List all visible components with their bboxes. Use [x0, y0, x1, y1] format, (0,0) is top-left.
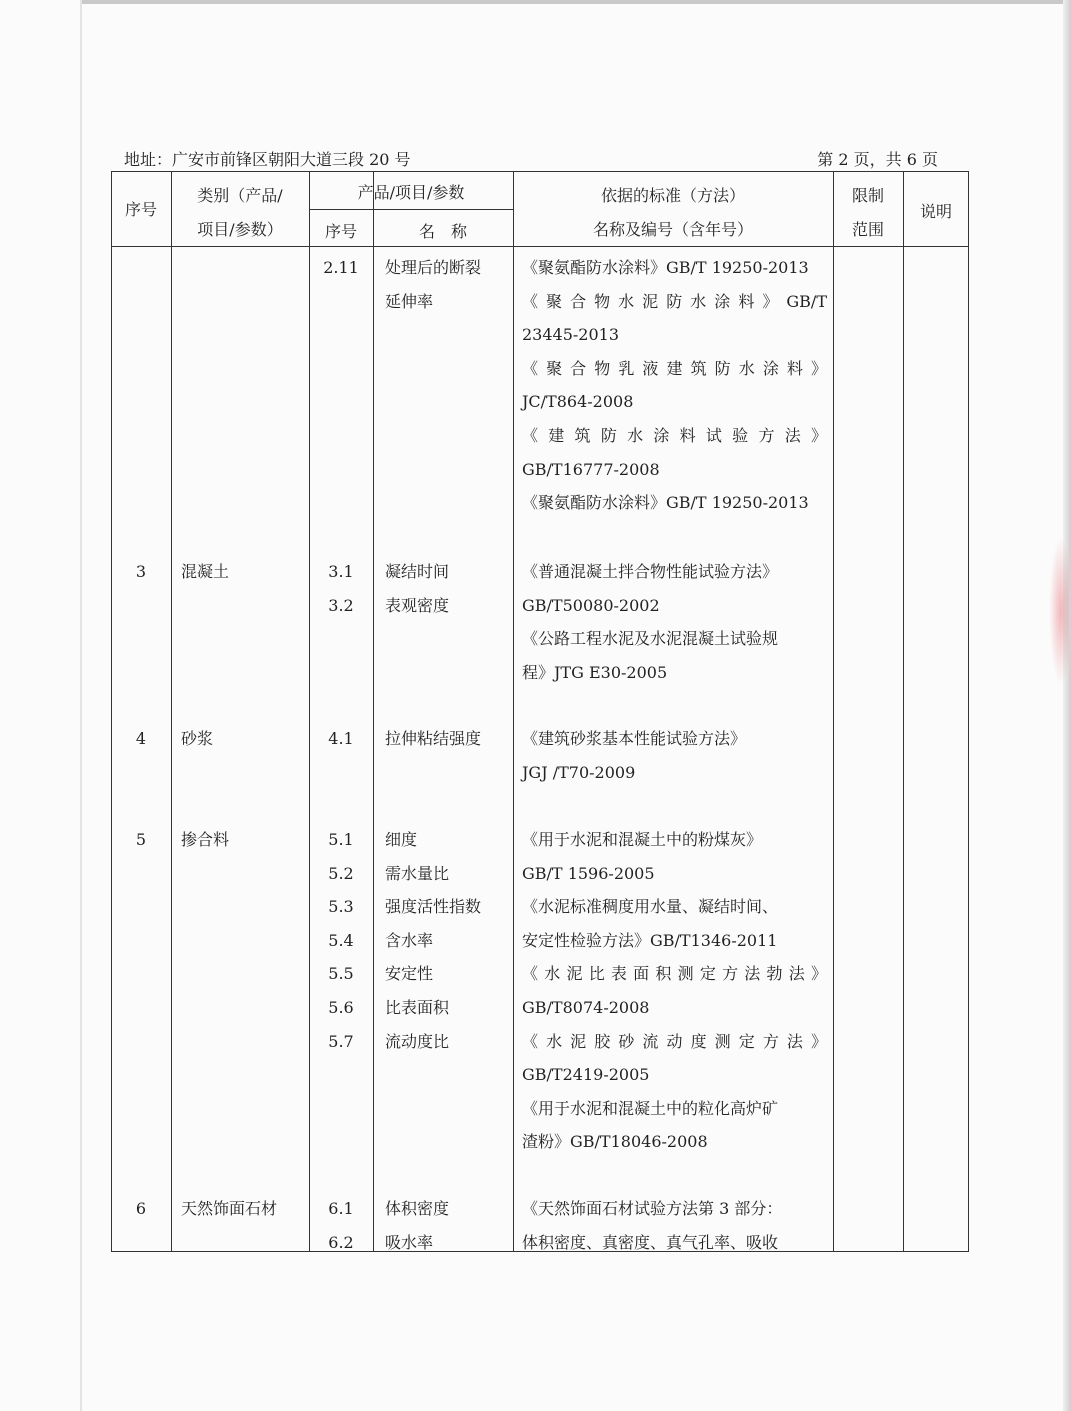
- standard-line: 23445-2013: [522, 325, 620, 345]
- col-divider: [833, 171, 834, 1252]
- header-bottom-rule: [111, 246, 969, 247]
- header-standard-2: 名称及编号（含年号）: [592, 220, 753, 239]
- address-text: 地址：广安市前锋区朝阳大道三段 20 号: [124, 150, 411, 169]
- row-category: 天然饰面石材: [181, 1199, 278, 1218]
- item-number: 5.4: [328, 930, 354, 950]
- standard-line: GB/T50080-2002: [522, 595, 660, 615]
- row-seq: 6: [135, 1199, 147, 1218]
- header-item-group: 产品/项目/参数: [357, 183, 465, 202]
- item-name: 吸水率: [385, 1232, 434, 1252]
- standard-line: 《聚氨酯防水涂料》GB/T 19250-2013: [522, 493, 809, 513]
- header-limit-2: 范围: [851, 220, 884, 239]
- item-name: 细度: [385, 830, 418, 849]
- row-seq: 3: [135, 562, 147, 581]
- header-limit-1: 限制: [851, 186, 884, 205]
- col-divider: [309, 171, 310, 1252]
- header-category-1: 类别（产品/: [197, 186, 283, 205]
- item-number: 5.1: [328, 830, 354, 849]
- standard-line: 《用于水泥和混凝土中的粒化高炉矿: [522, 1098, 779, 1118]
- standard-line: 《建筑砂浆基本性能试验方法》: [522, 729, 747, 748]
- item-number: 6.1: [328, 1199, 354, 1218]
- item-number: 3.2: [328, 595, 354, 615]
- standard-line: 《聚氨酯防水涂料》GB/T 19250-2013: [522, 258, 809, 277]
- standard-line: GB/T16777-2008: [522, 459, 660, 479]
- col-divider: [513, 171, 514, 1252]
- item-name: 比表面积: [385, 997, 450, 1017]
- item-name: 延伸率: [385, 291, 434, 311]
- item-name: 含水率: [385, 930, 434, 950]
- item-name: 流动度比: [385, 1031, 450, 1051]
- standard-line: JC/T864-2008: [522, 392, 634, 412]
- item-number: 2.11: [323, 258, 359, 277]
- header-subdivider: [309, 209, 513, 210]
- col-divider: [171, 171, 172, 1252]
- standard-line: 《天然饰面石材试验方法第 3 部分：: [522, 1199, 783, 1218]
- standard-line: 《水泥比表面积测定方法勃法》: [522, 964, 827, 984]
- header-item-seq: 序号: [324, 222, 357, 241]
- standard-line: 《公路工程水泥及水泥混凝土试验规: [522, 629, 779, 649]
- scan-right-edge: [1063, 0, 1071, 1411]
- item-name: 体积密度: [385, 1199, 450, 1218]
- standard-line: GB/T8074-2008: [522, 997, 650, 1017]
- item-name: 强度活性指数: [385, 897, 482, 917]
- standard-line: 渣粉》GB/T18046-2008: [522, 1132, 708, 1152]
- header-seq: 序号: [124, 200, 157, 219]
- standard-line: 《水泥胶砂流动度测定方法》: [522, 1031, 827, 1051]
- standard-line: GB/T 1596-2005: [522, 863, 655, 883]
- row-category: 砂浆: [181, 729, 214, 748]
- standard-line: 《聚合物乳液建筑防水涂料》: [522, 358, 827, 378]
- standard-line: 体积密度、真密度、真气孔率、吸收: [522, 1232, 779, 1252]
- header-note: 说明: [919, 202, 952, 221]
- standard-line: 安定性检验方法》GB/T1346-2011: [522, 930, 778, 950]
- item-number: 5.2: [328, 863, 354, 883]
- item-name: 需水量比: [385, 863, 450, 883]
- header-category-2: 项目/参数）: [197, 220, 283, 239]
- item-name: 表观密度: [385, 595, 450, 615]
- item-name: 安定性: [385, 964, 434, 984]
- page-number: 第 2 页，共 6 页: [817, 150, 938, 169]
- standard-line: 程》JTG E30-2005: [522, 662, 668, 682]
- item-number: 6.2: [328, 1232, 354, 1252]
- item-number: 5.6: [328, 997, 354, 1017]
- item-number: 4.1: [328, 729, 354, 748]
- col-divider: [903, 171, 904, 1252]
- standards-table: [111, 171, 969, 1252]
- row-seq: 4: [135, 729, 147, 748]
- header-standard-1: 依据的标准（方法）: [600, 186, 745, 205]
- standard-line: 《建筑防水涂料试验方法》: [522, 425, 827, 445]
- header-item-name: 名 称: [418, 222, 467, 241]
- row-seq: 5: [135, 830, 147, 849]
- standard-line: 《聚合物水泥防水涂料》GB/T: [522, 291, 827, 311]
- standard-line: 《水泥标准稠度用水量、凝结时间、: [522, 897, 779, 917]
- standard-line: 《普通混凝土拌合物性能试验方法》: [522, 562, 779, 581]
- scan-top-edge: [80, 0, 1071, 4]
- item-name: 处理后的断裂: [385, 258, 482, 277]
- row-category: 掺合料: [181, 830, 230, 849]
- item-number: 5.5: [328, 964, 354, 984]
- page-header: [124, 147, 938, 171]
- item-name: 拉伸粘结强度: [385, 729, 482, 748]
- standard-line: GB/T2419-2005: [522, 1065, 650, 1085]
- item-number: 5.3: [328, 897, 354, 917]
- standard-line: JGJ /T70-2009: [522, 762, 636, 782]
- item-name: 凝结时间: [385, 562, 450, 581]
- scan-left-edge: [80, 0, 82, 1411]
- seal-stamp-fragment: [1049, 536, 1069, 686]
- item-number: 3.1: [328, 562, 354, 581]
- standard-line: 《用于水泥和混凝土中的粉煤灰》: [522, 830, 763, 849]
- col-divider: [373, 171, 374, 1252]
- row-category: 混凝土: [181, 562, 230, 581]
- item-number: 5.7: [328, 1031, 354, 1051]
